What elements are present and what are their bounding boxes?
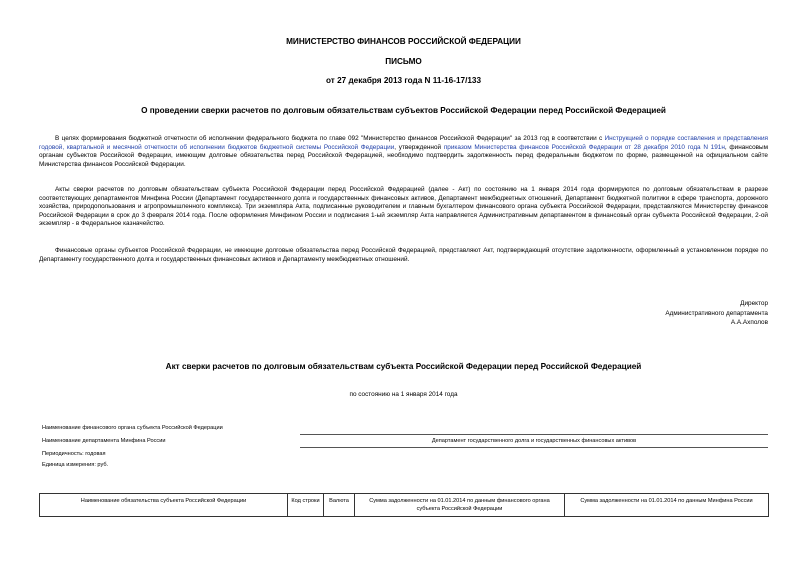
col-currency: Валюта xyxy=(324,494,355,517)
signature-block xyxy=(665,299,768,328)
col-row-code: Код строки xyxy=(288,494,324,517)
p1-text-a: В целях формирования бюджетной отчетности об исполнении федерального бюджета по главе 092 "Министерство финансов Российской Федерации" за 2013 год в соответствии с xyxy=(55,135,605,142)
act-table xyxy=(39,493,769,517)
periodicity: Периодичность: годовая xyxy=(42,451,106,457)
col-debt-minfin: Сумма задолженности на 01.01.2014 по данным Минфина России xyxy=(565,494,769,517)
doc-date-number: от 27 декабря 2013 года N 11-16-17/133 xyxy=(325,76,482,85)
department-line xyxy=(300,447,768,448)
col-debt-fin-organ: Сумма задолженности на 01.01.2014 по данным финансового органа субъекта Российской Федерации xyxy=(355,494,565,517)
signature-name: А.А.Ахполов xyxy=(730,319,768,327)
department-value: Департамент государственного долга и государственных финансовых активов xyxy=(431,438,637,444)
paragraph-3: Финансовые органы субъектов Российской Федерации, не имеющие долговые обязательства перед Российской Федерацией, представляют Акт, подтверждающий отсутствие задолженности, оформленный в установленном порядке по Департаменту государственного долга и государственных финансовых активов и Департаменту межбюджетных отношений. xyxy=(39,247,768,263)
signature-department: Административного департамента xyxy=(665,309,768,317)
fin-organ-line xyxy=(300,434,768,435)
letter-subject: О проведении сверки расчетов по долговым обязательствам субъектов Российской Федерации перед Российской Федерацией xyxy=(141,106,666,115)
ministry-title: МИНИСТЕРСТВО ФИНАНСОВ РОССИЙСКОЙ ФЕДЕРАЦИИ xyxy=(286,37,521,46)
paragraph-1 xyxy=(39,135,768,169)
act-as-of-date: по состоянию на 1 января 2014 года xyxy=(349,391,458,398)
doc-type: ПИСЬМО xyxy=(385,57,422,66)
table-header-row xyxy=(40,494,769,517)
unit-of-measure: Единица измерения: руб. xyxy=(42,462,109,468)
field-fin-organ-label: Наименование финансового органа субъекта Российской Федерации xyxy=(42,425,223,431)
order-link[interactable]: приказом Министерства финансов Российской Федерации от 28 декабря 2010 года N 191н xyxy=(443,143,725,151)
signature-position: Директор xyxy=(740,300,768,307)
act-title: Акт сверки расчетов по долговым обязательствам субъекта Российской Федерации перед Российской Федерацией xyxy=(165,362,642,371)
paragraph-2: Акты сверки расчетов по долговым обязательствам субъекта Российской Федерации перед Российской Федерацией (далее - Акт) по состоянию на 1 января 2014 года формируются по долговым обязательствам в разрезе соответствующих департаментов Минфина России (Департамент государственного долга и государственных финансовых активов, Департамент межбюджетных отношений, Департамент бюджетной политики в сфере транспорта, дорожного хозяйства, природопользования и агропромышленного комплекса). Три экземпляра Акта, подписанные руководителем и главным бухгалтером финансового органа субъекта Российской Федерации, представляются Министерству финансов Российской Федерации в срок до 3 февраля 2014 года. После оформления Минфином России и подписания 1-ый экземпляр Акта направляется Административным департаментом в финансовый орган субъекта Российской Федерации, 2-ой экземпляр - в Федеральное казначейство. xyxy=(39,186,768,228)
field-department-label: Наименование департамента Минфина России xyxy=(42,438,166,444)
col-obligation-name: Наименование обязательства субъекта Российской Федерации xyxy=(40,494,288,517)
p1-text-c: , финансовым органам субъектов Российской Федерации, имеющим долговые обязательства перед Российской Федерацией, необходимо подтвердить задолженность перед федеральным бюджетом по форме, размещенной на официальном сайте Министерства финансов Российской Федерации. xyxy=(39,143,769,168)
p1-text-b: , утвержденной xyxy=(394,143,444,151)
instruction-link[interactable]: Инструкцией о порядке составления и представления годовой, квартальной и месячной отчетности об исполнении бюджетов бюджетной системы Российской Федерации xyxy=(39,135,768,151)
